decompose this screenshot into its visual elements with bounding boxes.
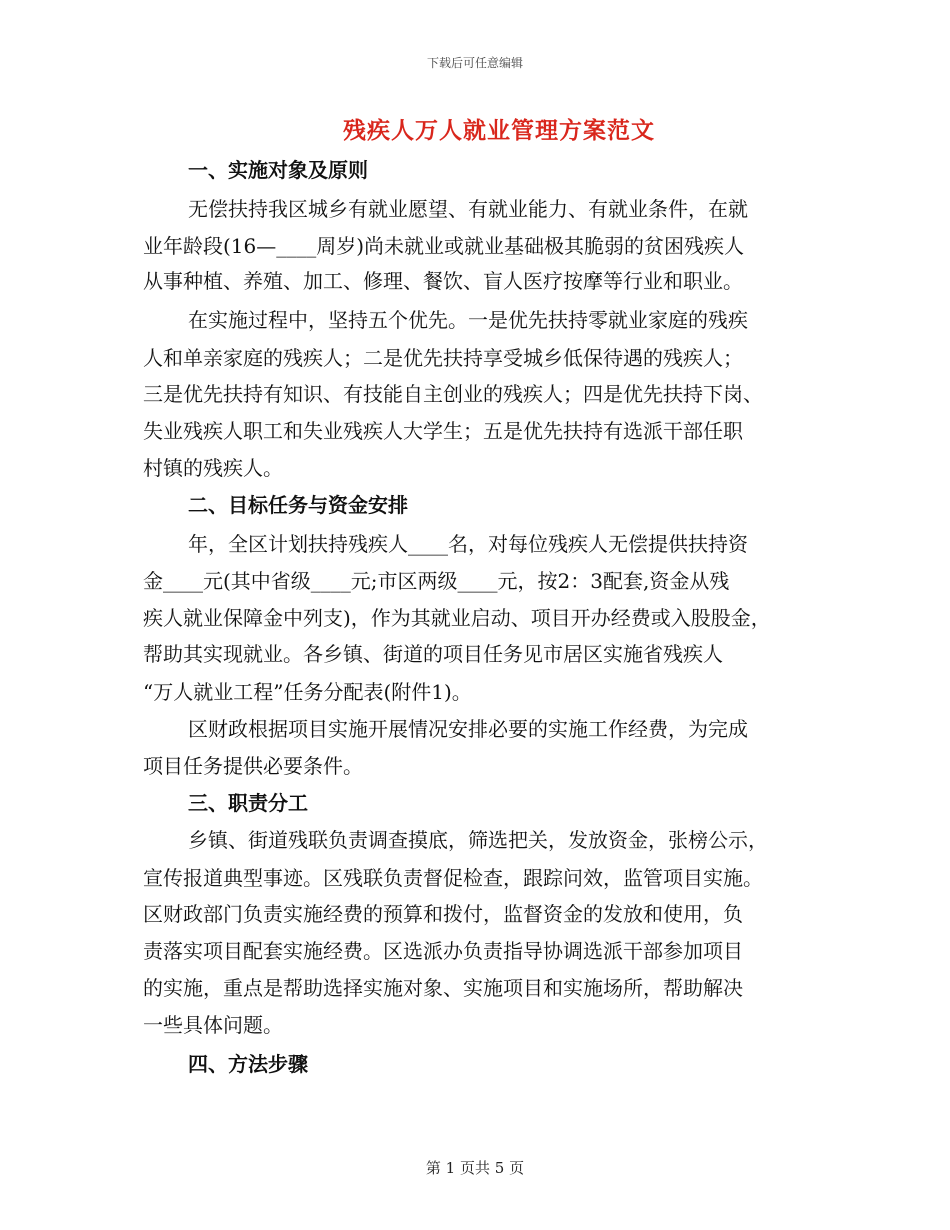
- paragraph-line: 三是优先扶持有知识、有技能自主创业的残疾人；四是优先扶持下岗、: [143, 382, 763, 406]
- paragraph-line: 宣传报道典型事迹。区残联负责督促检查，跟踪问效，监管项目实施。: [143, 866, 763, 890]
- paragraph-line: 帮助其实现就业。各乡镇、街道的项目任务见市居区实施省残疾人: [143, 642, 723, 666]
- paragraph-line: 项目任务提供必要条件。: [143, 754, 363, 778]
- paragraph-line: 从事种植、养殖、加工、修理、餐饮、盲人医疗按摩等行业和职业。: [143, 269, 743, 293]
- header-note: 下载后可任意编辑: [426, 56, 523, 70]
- paragraph-line: 责落实项目配套实施经费。区选派办负责指导协调选派干部参加项目: [143, 939, 743, 963]
- paragraph-line: “万人就业工程”任务分配表(附件1)。: [143, 680, 472, 704]
- paragraph-line: 金____元(其中省级____元;市区两级____元，按2：3配套,资金从残: [143, 569, 730, 593]
- section-heading-2: 二、目标任务与资金安排: [188, 493, 408, 517]
- paragraph-line: 的实施，重点是帮助选择实施对象、实施项目和实施场所，帮助解决: [143, 976, 743, 1000]
- paragraph-line: 在实施过程中，坚持五个优先。一是优先扶持零就业家庭的残疾: [188, 308, 748, 332]
- document-title: 残疾人万人就业管理方案范文: [343, 117, 655, 144]
- paragraph-line: 区财政部门负责实施经费的预算和拨付，监督资金的发放和使用，负: [143, 902, 743, 926]
- paragraph-line: 一些具体问题。: [143, 1013, 283, 1037]
- paragraph-line: 失业残疾人职工和失业残疾人大学生；五是优先扶持有选派干部任职: [143, 419, 743, 443]
- paragraph-line: 区财政根据项目实施开展情况安排必要的实施工作经费，为完成: [188, 717, 748, 741]
- paragraph-line: 业年龄段(16—____周岁)尚未就业或就业基础极其脆弱的贫困残疾人: [143, 234, 745, 258]
- paragraph-line: 乡镇、街道残联负责调查摸底，筛选把关，发放资金，张榜公示，: [188, 828, 768, 852]
- paragraph-line: 人和单亲家庭的残疾人；二是优先扶持享受城乡低保待遇的残疾人；: [143, 346, 743, 370]
- paragraph-line: 无偿扶持我区城乡有就业愿望、有就业能力、有就业条件，在就: [188, 197, 748, 221]
- page-footer: 第 1 页共 5 页: [425, 1159, 525, 1177]
- section-heading-4: 四、方法步骤: [188, 1052, 308, 1076]
- paragraph-line: 村镇的残疾人。: [143, 456, 283, 480]
- paragraph-line: 疾人就业保障金中列支)，作为其就业启动、项目开办经费或入股股金，: [143, 606, 771, 630]
- section-heading-1: 一、实施对象及原则: [188, 158, 368, 182]
- paragraph-line: 年，全区计划扶持残疾人____名，对每位残疾人无偿提供扶持资: [188, 532, 748, 556]
- section-heading-3: 三、职责分工: [188, 791, 308, 815]
